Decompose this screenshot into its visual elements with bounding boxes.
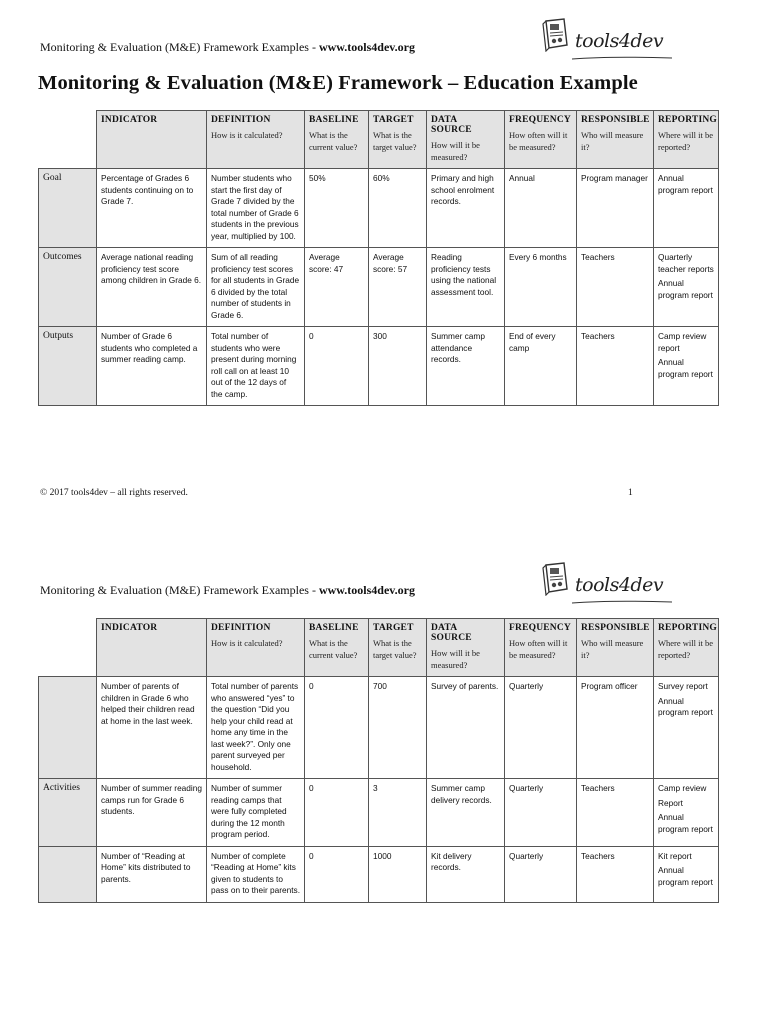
- column-header-baseline: [305, 111, 369, 169]
- column-header-title: FREQUENCY: [509, 115, 571, 125]
- page-number: 1: [628, 488, 633, 498]
- cell-text: Number students who start the first day of Grade 7 divided by the total number of Grade 6 students in the previous year, multiplied by 100.: [211, 173, 299, 241]
- cell-reporting: [654, 169, 719, 248]
- cell-definition: [207, 327, 305, 406]
- cell-text: Average score: 47: [309, 252, 344, 274]
- column-header-title: DATA SOURCE: [431, 115, 472, 135]
- cell-definition: [207, 779, 305, 847]
- column-header-responsible: [577, 111, 654, 169]
- cell-text: Program manager: [581, 173, 648, 183]
- cell-text: Average national reading proficiency test score among children in Grade 6.: [101, 252, 202, 285]
- cell-text: Camp review report: [658, 331, 707, 353]
- header-corner-cell: [39, 111, 97, 169]
- column-header-target: [369, 619, 427, 677]
- header-corner-cell: [39, 619, 97, 677]
- table-row: [39, 327, 719, 406]
- cell-text: End of every camp: [509, 331, 556, 353]
- table-row: [39, 677, 719, 779]
- column-header-subtitle: What is the current value?: [309, 638, 358, 660]
- cell-text: Annual program report: [658, 278, 713, 300]
- cell-text: Annual: [509, 173, 535, 183]
- cell-text: 0: [309, 850, 314, 861]
- cell-reporting: [654, 248, 719, 327]
- column-header-definition: [207, 111, 305, 169]
- cell-text: 1000: [373, 850, 392, 861]
- column-header-title: BASELINE: [309, 623, 359, 633]
- column-header-data-source: [427, 111, 505, 169]
- cell-responsible: [577, 248, 654, 327]
- tools4dev-logo: [540, 18, 675, 66]
- cell-definition: [207, 169, 305, 248]
- cell-data-source: [427, 327, 505, 406]
- row-label: [39, 677, 97, 779]
- column-header-title: TARGET: [373, 115, 414, 125]
- cell-text: Annual program report: [658, 357, 713, 379]
- copyright-footer: © 2017 tools4dev – all rights reserved.: [40, 488, 188, 498]
- cell-text: Average score: 57: [373, 252, 408, 274]
- column-header-frequency: [505, 619, 577, 677]
- cell-text: Annual program report: [658, 695, 713, 717]
- cell-reporting: [654, 779, 719, 847]
- cell-frequency: [505, 169, 577, 248]
- cell-text: Number of parents of children in Grade 6 who helped their children read at home in the last week.: [101, 681, 195, 726]
- logo-underline: [570, 54, 674, 62]
- cell-text: Kit delivery records.: [431, 850, 472, 872]
- cell-text: Summer camp delivery records.: [431, 783, 492, 805]
- row-label: Outcomes: [39, 248, 97, 327]
- column-header-subtitle: How often will it be measured?: [509, 130, 568, 152]
- cell-text: Camp review: [658, 783, 707, 793]
- cell-baseline: [305, 248, 369, 327]
- header-prefix: Monitoring & Evaluation (M&E) Framework Examples -: [40, 583, 319, 597]
- column-header-definition: [207, 619, 305, 677]
- cell-target: [369, 779, 427, 847]
- cell-target: [369, 248, 427, 327]
- cell-text: Quarterly: [509, 850, 544, 861]
- column-header-target: [369, 111, 427, 169]
- cell-text: Sum of all reading proficiency test scores for all students in Grade 6 divided by the total number of students in Grade 6.: [211, 252, 300, 320]
- column-header-frequency: [505, 111, 577, 169]
- cell-data-source: [427, 169, 505, 248]
- table-header-row: [39, 111, 719, 169]
- header-site: www.tools4dev.org: [318, 583, 415, 597]
- cell-text: Report: [658, 797, 683, 808]
- cell-text: Teachers: [581, 252, 615, 262]
- cell-text: Every 6 months: [509, 252, 567, 262]
- column-header-title: REPORTING: [658, 623, 717, 633]
- row-label: Activities: [39, 779, 97, 847]
- cell-text: 0: [309, 331, 314, 341]
- column-header-subtitle: How often will it be measured?: [509, 638, 568, 660]
- cell-data-source: [427, 779, 505, 847]
- cell-text: 300: [373, 331, 387, 341]
- cell-frequency: [505, 677, 577, 779]
- table-row: [39, 779, 719, 847]
- cell-definition: [207, 677, 305, 779]
- column-header-indicator: [97, 111, 207, 169]
- column-header-subtitle: Who will measure it?: [581, 638, 644, 660]
- cell-text: Teachers: [581, 850, 615, 861]
- cell-text: Reading proficiency tests using the national assessment tool.: [431, 252, 497, 297]
- column-header-title: INDICATOR: [101, 115, 158, 125]
- cell-text: Number of “Reading at Home” kits distributed to parents.: [101, 850, 191, 884]
- column-header-reporting: [654, 619, 719, 677]
- cell-text: 60%: [373, 173, 390, 183]
- cell-responsible: [577, 846, 654, 902]
- cell-target: [369, 327, 427, 406]
- cell-text: Total number of students who were present during morning roll call on at least 10 out of the 12 days of the camp.: [211, 331, 297, 399]
- book-icon: [540, 18, 570, 52]
- cell-text: Teachers: [581, 331, 615, 341]
- page-header: [40, 40, 415, 55]
- cell-reporting: [654, 846, 719, 902]
- cell-target: [369, 169, 427, 248]
- logo-underline: [570, 598, 674, 606]
- cell-text: Kit report: [658, 850, 692, 861]
- cell-data-source: [427, 248, 505, 327]
- cell-frequency: [505, 248, 577, 327]
- column-header-title: RESPONSIBLE: [581, 115, 650, 125]
- column-header-subtitle: What is the target value?: [373, 638, 417, 660]
- cell-frequency: [505, 327, 577, 406]
- column-header-title: RESPONSIBLE: [581, 623, 650, 633]
- column-header-data-source: [427, 619, 505, 677]
- cell-baseline: [305, 779, 369, 847]
- column-header-subtitle: How is it calculated?: [211, 130, 283, 140]
- column-header-subtitle: Who will measure it?: [581, 130, 644, 152]
- cell-text: Number of complete “Reading at Home” kits given to students to pass on to their parents.: [211, 850, 301, 895]
- cell-frequency: [505, 779, 577, 847]
- column-header-subtitle: Where will it be reported?: [658, 130, 713, 152]
- cell-text: Survey of parents.: [431, 681, 499, 691]
- cell-text: Quarterly teacher reports: [658, 252, 714, 274]
- cell-indicator: [97, 169, 207, 248]
- cell-definition: [207, 846, 305, 902]
- row-label: [39, 846, 97, 902]
- table-row: [39, 846, 719, 902]
- logo-wordmark: tools4dev: [575, 30, 664, 52]
- cell-text: Number of summer reading camps run for Grade 6 students.: [101, 783, 202, 816]
- cell-definition: [207, 248, 305, 327]
- cell-frequency: [505, 846, 577, 902]
- column-header-indicator: [97, 619, 207, 677]
- cell-text: Total number of parents who answered “yes” to the question “Did you help your child read at home any time in the last week?”. Only one parent surveyed per household.: [211, 681, 299, 772]
- cell-responsible: [577, 779, 654, 847]
- document-page-2: [0, 540, 768, 1024]
- column-header-title: TARGET: [373, 623, 414, 633]
- cell-baseline: [305, 846, 369, 902]
- header-site: www.tools4dev.org: [318, 40, 415, 54]
- cell-text: 700: [373, 681, 387, 691]
- cell-text: Quarterly: [509, 783, 544, 793]
- cell-data-source: [427, 846, 505, 902]
- cell-reporting: [654, 327, 719, 406]
- cell-text: 0: [309, 681, 314, 691]
- column-header-subtitle: How is it calculated?: [211, 638, 283, 648]
- column-header-title: REPORTING: [658, 115, 717, 125]
- cell-responsible: [577, 169, 654, 248]
- table-row: [39, 248, 719, 327]
- cell-text: 50%: [309, 173, 326, 183]
- column-header-subtitle: What is the current value?: [309, 130, 358, 152]
- cell-text: Primary and high school enrolment records.: [431, 173, 495, 206]
- cell-indicator: [97, 779, 207, 847]
- cell-baseline: [305, 169, 369, 248]
- cell-text: Program officer: [581, 681, 638, 691]
- column-header-title: DEFINITION: [211, 623, 271, 633]
- table-row: [39, 169, 719, 248]
- cell-text: 3: [373, 783, 378, 793]
- cell-text: Annual program report: [658, 865, 713, 887]
- cell-indicator: [97, 248, 207, 327]
- tools4dev-logo: [540, 562, 675, 610]
- cell-text: Summer camp attendance records.: [431, 331, 485, 364]
- framework-table: [38, 110, 719, 406]
- column-header-baseline: [305, 619, 369, 677]
- cell-indicator: [97, 677, 207, 779]
- column-header-title: DEFINITION: [211, 115, 271, 125]
- cell-responsible: [577, 677, 654, 779]
- cell-reporting: [654, 677, 719, 779]
- book-icon: [540, 562, 570, 596]
- column-header-title: BASELINE: [309, 115, 359, 125]
- row-label: Goal: [39, 169, 97, 248]
- column-header-title: DATA SOURCE: [431, 623, 472, 643]
- cell-indicator: [97, 327, 207, 406]
- column-header-subtitle: How will it be measured?: [431, 140, 480, 162]
- cell-text: Teachers: [581, 783, 615, 793]
- table-header-row: [39, 619, 719, 677]
- cell-text: Number of summer reading camps that were fully completed during the 12 month program period.: [211, 783, 287, 839]
- cell-text: Number of Grade 6 students who completed a summer reading camp.: [101, 331, 198, 364]
- page-header: [40, 583, 415, 598]
- logo-wordmark: tools4dev: [575, 574, 664, 596]
- header-prefix: Monitoring & Evaluation (M&E) Framework Examples -: [40, 40, 319, 54]
- column-header-title: FREQUENCY: [509, 623, 571, 633]
- cell-text: 0: [309, 783, 314, 793]
- cell-text: Annual program report: [658, 812, 713, 834]
- cell-text: Percentage of Grades 6 students continuing on to Grade 7.: [101, 173, 194, 206]
- column-header-responsible: [577, 619, 654, 677]
- framework-table: [38, 618, 719, 903]
- cell-target: [369, 677, 427, 779]
- cell-responsible: [577, 327, 654, 406]
- column-header-subtitle: How will it be measured?: [431, 648, 480, 670]
- cell-text: Quarterly: [509, 681, 544, 691]
- cell-baseline: [305, 677, 369, 779]
- column-header-reporting: [654, 111, 719, 169]
- cell-baseline: [305, 327, 369, 406]
- cell-indicator: [97, 846, 207, 902]
- cell-text: Survey report: [658, 681, 708, 691]
- column-header-subtitle: What is the target value?: [373, 130, 417, 152]
- cell-data-source: [427, 677, 505, 779]
- row-label: Outputs: [39, 327, 97, 406]
- cell-target: [369, 846, 427, 902]
- column-header-title: INDICATOR: [101, 623, 158, 633]
- cell-text: Annual program report: [658, 173, 713, 195]
- page-title: Monitoring & Evaluation (M&E) Framework – Education Example: [38, 72, 638, 94]
- column-header-subtitle: Where will it be reported?: [658, 638, 713, 660]
